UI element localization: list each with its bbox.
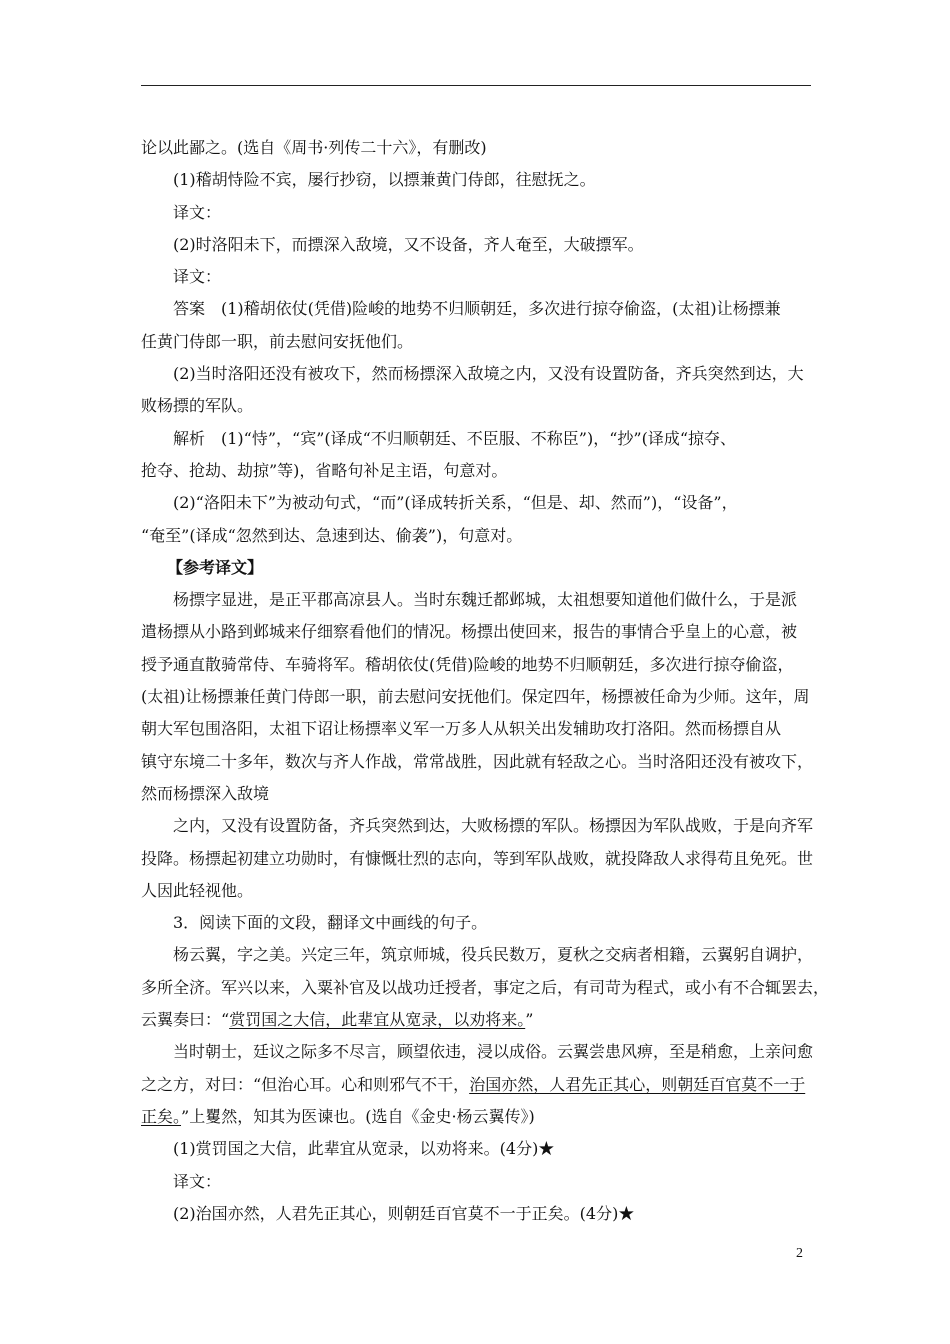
answer-line: 答案 (1)稽胡依仗(凭借)险峻的地势不归顺朝廷，多次进行掠夺偷盗，(太祖)让杨摽兼 <box>173 299 781 319</box>
question-3-heading: 3．阅读下面的文段，翻译文中画线的句子。 <box>173 913 488 933</box>
text-line: 遣杨摽从小路到邺城来仔细察看他们的情况。杨摽出使回来，报告的事情合乎皇上的心意，被 <box>141 622 798 642</box>
text-line: 败杨摽的军队。 <box>141 396 254 416</box>
text-line: 杨摽字显进，是正平郡高凉县人。当时东魏迁都邺城，太祖想要知道他们做什么，于是派 <box>173 590 798 610</box>
question-2: (2)时洛阳未下，而摽深入敌境，又不设备，齐人奄至，大破摽军。 <box>173 234 644 254</box>
analysis-line: 解析 (1)“恃”，“宾”(译成“不归顺朝廷、不臣服、不称臣”)，“抄”(译成“掠夺、 <box>173 428 737 448</box>
translation-label: 译文： <box>173 202 222 222</box>
reference-translation-heading: 【参考译文】 <box>167 557 264 577</box>
analysis-line: (2)“洛阳未下”为被动句式，“而”(译成转折关系，“但是、却、然而”)，“设备”， <box>173 493 738 513</box>
passage-text: 之之方，对曰：“但治心耳。心和则邪气不干， <box>141 1074 470 1094</box>
text-line: 朝大军包围洛阳，太祖下诏让杨摽率义军一万多人从轵关出发辅助攻打洛阳。然而杨摽自从 <box>141 719 782 739</box>
passage-line: 当时朝士，廷议之际多不尽言，顾望依违，浸以成俗。云翼尝患风痹，至是稍愈，上亲问愈 <box>173 1042 814 1062</box>
text-line: 然而杨摽深入敌境 <box>141 783 270 803</box>
underlined-sentence-1: 赏罚国之大信，此辈宜从宽录，以劝将来。 <box>229 1010 526 1030</box>
text-line: “奄至”(译成“忽然到达、急速到达、偷袭”)，句意对。 <box>141 525 523 545</box>
answer-line: (2)当时洛阳还没有被攻下，然而杨摽深入敌境之内，又没有设置防备，齐兵突然到达，大 <box>173 364 804 384</box>
translation-label: 译文： <box>173 267 222 287</box>
passage-line <box>141 1004 811 1036</box>
page-body <box>141 132 830 1230</box>
passage-text: ”上矍然，知其为医谏也。(选自《金史·杨云翼传》) <box>181 1106 535 1126</box>
passage-text: ” <box>525 1010 534 1030</box>
text-line: 之内，又没有设置防备，齐兵突然到达，大败杨摽的军队。杨摽因为军队战败，于是向齐军 <box>173 816 814 836</box>
page-number: 2 <box>796 1246 803 1261</box>
text-line: (太祖)让杨摽兼任黄门侍郎一职，前去慰问安抚他们。保定四年，杨摽被任命为少师。这年，周 <box>141 687 810 707</box>
text-line: 人因此轻视他。 <box>141 880 254 900</box>
text-line: 授予通直散骑常侍、车骑将军。稽胡依仗(凭借)险峻的地势不归顺朝廷，多次进行掠夺偷盗， <box>141 654 794 674</box>
question-1: (1)稽胡恃险不宾，屡行抄窃，以摽兼黄门侍郎，往慰抚之。 <box>173 170 596 190</box>
underlined-sentence-2-end: 正矣。 <box>141 1106 182 1126</box>
passage-text: 云翼奏曰：“ <box>141 1010 230 1030</box>
passage-line <box>141 1069 811 1101</box>
question-3-2: (2)治国亦然，人君先正其心，则朝廷百官莫不一于正矣。(4分)★ <box>173 1203 635 1223</box>
text-line: 投降。杨摽起初建立功勋时，有慷慨壮烈的志向，等到军队战败，就投降敌人求得苟且免死。世 <box>141 848 814 868</box>
header-rule <box>141 85 811 86</box>
text-line: 镇守东境二十多年，数次与齐人作战，常常战胜，因此就有轻敌之心。当时洛阳还没有被攻下， <box>141 751 814 771</box>
question-3-1: (1)赏罚国之大信，此辈宜从宽录，以劝将来。(4分)★ <box>173 1139 555 1159</box>
translation-label: 译文： <box>173 1171 222 1191</box>
passage-line: 杨云翼，字之美。兴定三年，筑京师城，役兵民数万，夏秋之交病者相籍，云翼躬自调护， <box>173 945 814 965</box>
text-line: 任黄门侍郎一职，前去慰问安抚他们。 <box>141 331 414 351</box>
text-line: 抢夺、抢劫、劫掠”等)，省略句补足主语，句意对。 <box>141 460 508 480</box>
underlined-sentence-2: 治国亦然，人君先正其心，则朝廷百官莫不一于 <box>469 1074 806 1094</box>
text-line: 论以此鄙之。(选自《周书·列传二十六》，有删改) <box>141 138 487 157</box>
passage-line <box>141 1101 811 1133</box>
passage-line: 多所全济。军兴以来，入粟补官及以战功迁授者，事定之后，有司苛为程式，或小有不合辄罢去， <box>141 977 830 997</box>
